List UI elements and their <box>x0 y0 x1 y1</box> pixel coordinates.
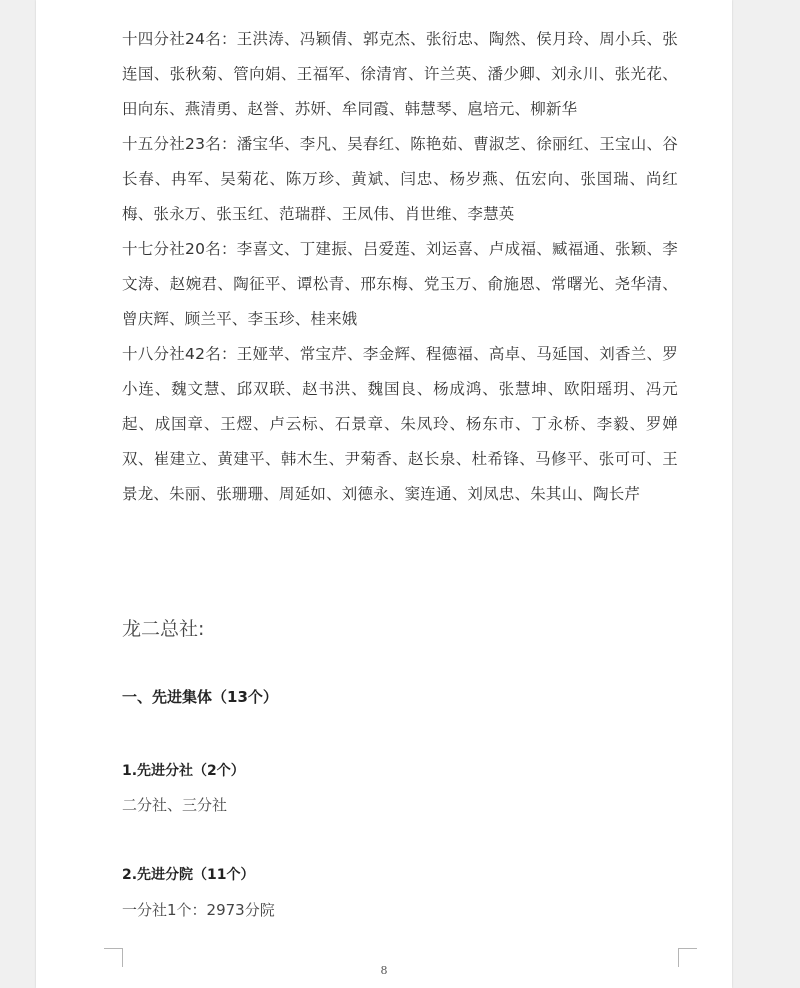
heading-advanced-sub-institutes: 2.先进分院（11个） <box>122 867 255 883</box>
document-page <box>36 0 732 988</box>
branch-14-paragraph: 十四分社24名：王洪涛、冯颖倩、郭克杰、张衍忠、陶然、侯月玲、周小兵、张连国、张秋菊、管向娟、王福军、徐清宵、许兰英、潘少卿、刘永川、张光花、田向东、燕清勇、赵誉、苏妍、牟同霞、韩慧琴、扈培元、柳新华 <box>122 30 678 118</box>
advanced-branches-body: 二分社、三分社 <box>122 796 228 814</box>
section-title: 龙二总社: <box>122 618 205 640</box>
heading-advanced-collectives: 一、先进集体（13个） <box>122 688 278 706</box>
heading-advanced-branches: 1.先进分社（2个） <box>122 763 245 779</box>
branch-15-paragraph: 十五分社23名：潘宝华、李凡、吴春红、陈艳茹、曹淑芝、徐丽红、王宝山、谷长春、冉军、吴菊花、陈万珍、黄斌、闫忠、杨岁燕、伍宏向、张国瑞、尚红梅、张永万、张玉红、范瑞群、王凤伟、肖世维、李慧英 <box>122 135 678 223</box>
branch-18-paragraph: 十八分社42名：王娅苹、常宝芹、李金辉、程德福、高卓、马延国、刘香兰、罗小连、魏文慧、邱双联、赵书洪、魏国良、杨成鸿、张慧坤、欧阳瑶玥、冯元起、成国章、王熤、卢云标、石景章、朱凤玲、杨东市、丁永桥、李毅、罗婵双、崔建立、黄建平、韩木生、尹菊香、赵长泉、杜希锋、马修平、张可可、王景龙、朱丽、张珊珊、周延如、刘德永、窦连通、刘凤忠、朱其山、陶长芹 <box>122 345 678 503</box>
page-number: 8 <box>380 964 388 977</box>
name-list-section <box>122 22 678 512</box>
branch-17-paragraph: 十七分社20名：李喜文、丁建振、吕爱莲、刘运喜、卢成福、臧福通、张颖、李文涛、赵婉君、陶征平、谭松青、邢东梅、党玉万、俞施恩、常曙光、尧华清、曾庆辉、顾兰平、李玉珍、桂来娥 <box>122 240 678 328</box>
advanced-sub-institutes-body: 一分社1个：2973分院 <box>122 901 275 919</box>
